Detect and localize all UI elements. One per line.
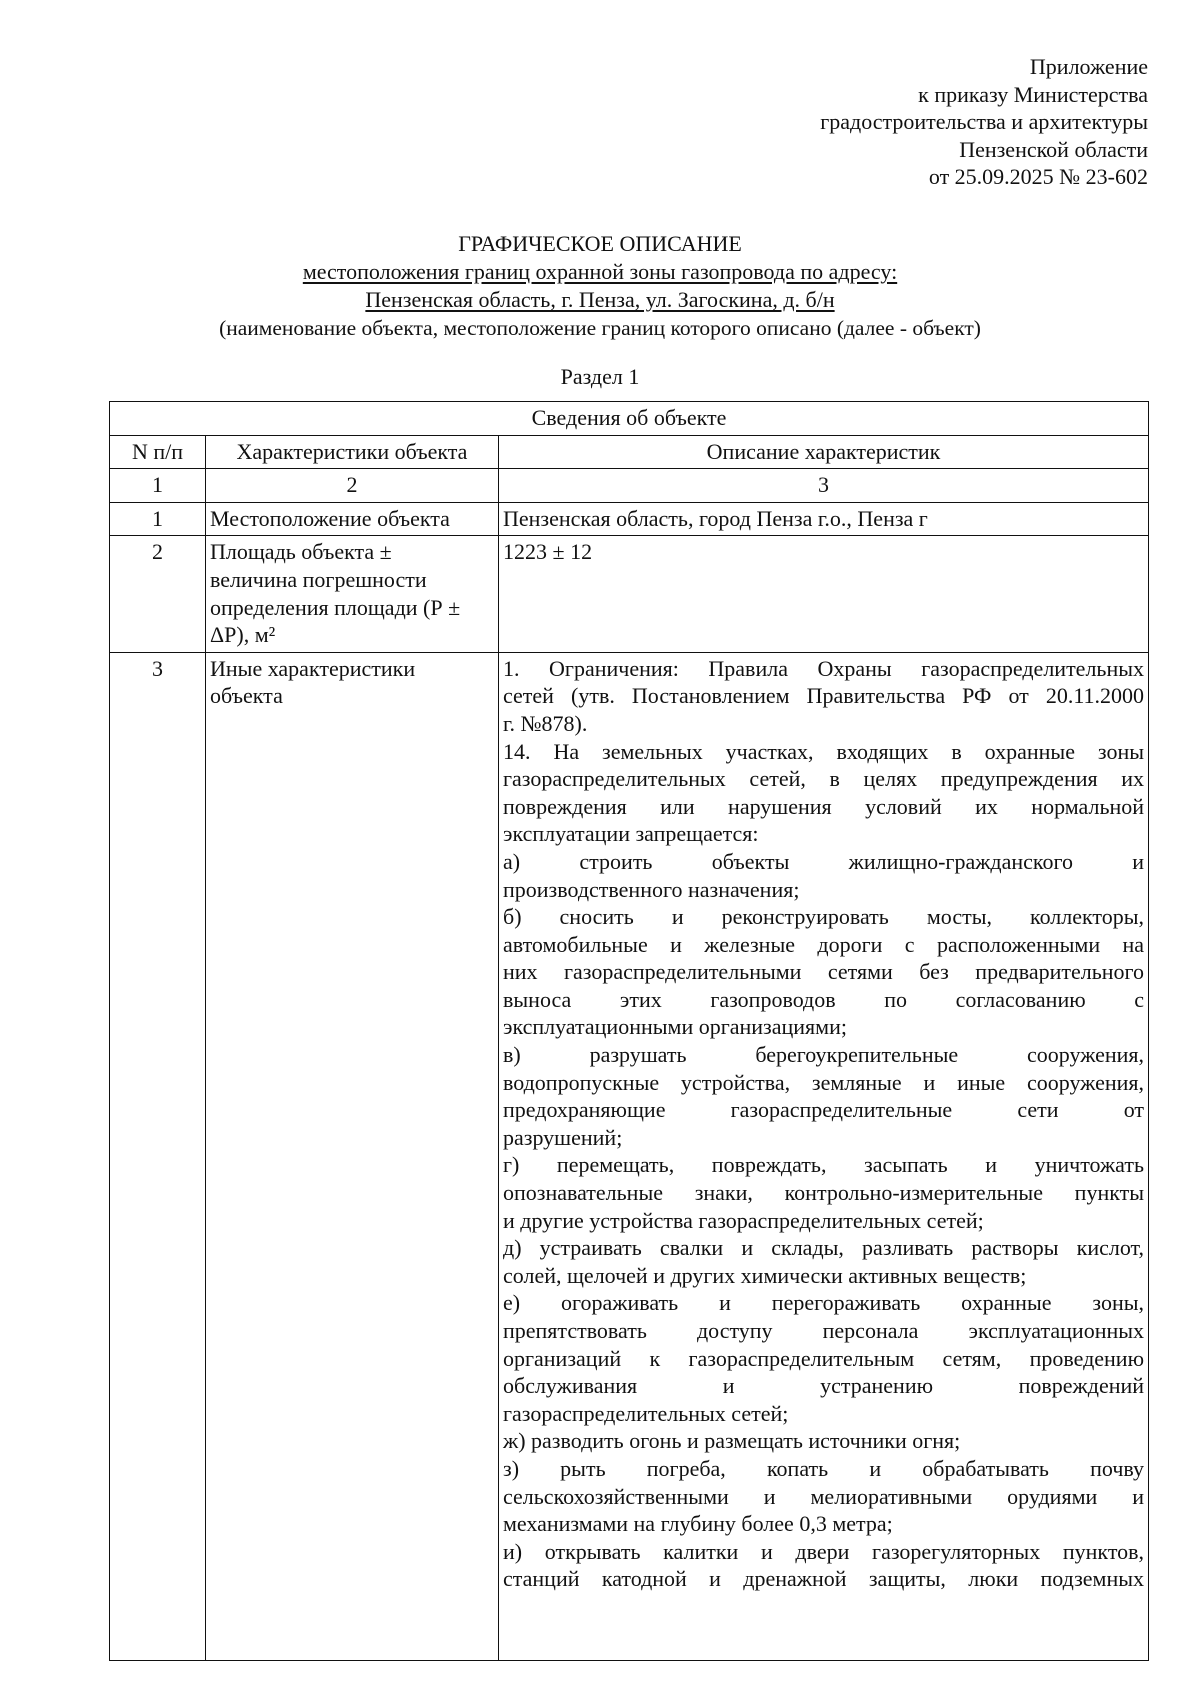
appendix-block bbox=[820, 53, 1148, 191]
table-row bbox=[110, 536, 1149, 652]
characteristic-line: определения площади (Р ± bbox=[210, 594, 461, 620]
text-line: предохраняющие газораспределительные сети от bbox=[503, 1097, 1145, 1123]
text-line: препятствовать доступу персонала эксплуатационных bbox=[503, 1318, 1145, 1343]
text-line: разрушений; bbox=[503, 1124, 623, 1150]
appendix-line: градостроительства и архитектуры bbox=[820, 109, 1148, 134]
text-line: газораспределительных сетей; bbox=[503, 1400, 789, 1426]
document-subtitle: местоположения границ охранной зоны газопровода по адресу: bbox=[302, 259, 898, 284]
table-caption-row bbox=[110, 402, 1149, 436]
text-line: г) перемещать, повреждать, засыпать и уничтожать bbox=[503, 1152, 1145, 1178]
row-number: 1 bbox=[110, 502, 206, 536]
text-line: обслуживания и устранению повреждений bbox=[503, 1373, 1145, 1399]
text-line: выноса этих газопроводов по согласованию с bbox=[503, 986, 1145, 1012]
text-line: эксплуатационными организациями; bbox=[503, 1014, 847, 1040]
appendix-line: Приложение bbox=[1029, 54, 1148, 79]
text-line: д) устраивать свалки и склады, разливать растворы кислот, bbox=[503, 1235, 1145, 1261]
text-line: в) разрушать берегоукрепительные сооружения, bbox=[503, 1042, 1145, 1068]
column-header: N п/п bbox=[110, 435, 206, 469]
text-line: г. №878). bbox=[503, 710, 588, 736]
title-caption: (наименование объекта, местоположение границ которого описано (далее - объект) bbox=[219, 316, 981, 340]
text-line: з) рыть погреба, копать и обрабатывать почву bbox=[503, 1455, 1145, 1481]
characteristic-line: Площадь объекта ± bbox=[210, 539, 392, 565]
text-line: б) сносить и реконструировать мосты, коллекторы, bbox=[503, 904, 1145, 930]
document-title: ГРАФИЧЕСКОЕ ОПИСАНИЕ bbox=[458, 231, 742, 256]
column-number: 3 bbox=[499, 469, 1149, 503]
characteristic-line: Иные характеристики bbox=[210, 655, 416, 681]
row-characteristic: Местоположение объекта bbox=[206, 502, 499, 536]
appendix-line: Пензенской области bbox=[959, 136, 1148, 162]
text-line: повреждения или нарушения условий их нормальной bbox=[503, 793, 1145, 819]
restrictions-text bbox=[499, 652, 1149, 1660]
column-number-row bbox=[110, 469, 1149, 503]
table-row bbox=[110, 502, 1149, 536]
text-line: эксплуатации запрещается: bbox=[503, 821, 759, 847]
row-description: 1223 ± 12 bbox=[499, 536, 1149, 652]
column-number: 2 bbox=[206, 469, 499, 503]
text-line: механизмами на глубину более 0,3 метра; bbox=[503, 1511, 893, 1537]
text-line: производственного назначения; bbox=[503, 876, 800, 902]
text-line: станций катодной и дренажной защиты, люки подземных bbox=[503, 1566, 1145, 1592]
table-row bbox=[110, 652, 1149, 1660]
text-line: и) открывать калитки и двери газорегуляторных пунктов, bbox=[503, 1538, 1145, 1564]
characteristic-line: величина погрешности bbox=[210, 566, 427, 592]
table-caption: Сведения об объекте bbox=[110, 402, 1149, 436]
row-characteristic bbox=[206, 652, 499, 1660]
text-line: сетей (утв. Постановлением Правительства РФ от 20.11.2000 bbox=[503, 683, 1145, 709]
row-characteristic bbox=[206, 536, 499, 652]
text-line: е) огораживать и перегораживать охранные зоны, bbox=[503, 1290, 1145, 1316]
text-line: ж) разводить огонь и размещать источники огня; bbox=[503, 1428, 961, 1454]
text-line: а) строить объекты жилищно-гражданского и bbox=[503, 848, 1145, 874]
characteristic-line: ΔР), м² bbox=[210, 622, 276, 648]
text-line: них газораспределительными сетями без предварительного bbox=[503, 959, 1145, 985]
text-line: 14. На земельных участках, входящих в охранные зоны bbox=[503, 738, 1145, 764]
document-title-block bbox=[0, 230, 1200, 342]
text-line: опознавательные знаки, контрольно-измерительные пункты bbox=[503, 1180, 1145, 1206]
column-header: Описание характеристик bbox=[499, 435, 1149, 469]
appendix-order-date: от 25.09.2025 № 23-602 bbox=[928, 164, 1148, 189]
section-label: Раздел 1 bbox=[560, 364, 640, 389]
row-number: 2 bbox=[110, 536, 206, 652]
object-info-table bbox=[109, 401, 1149, 1661]
text-line: 1. Ограничения: Правила Охраны газораспределительных bbox=[503, 655, 1145, 681]
column-number: 1 bbox=[110, 469, 206, 503]
text-line: сельскохозяйственными и мелиоративными орудиями и bbox=[503, 1483, 1145, 1509]
object-address: Пензенская область, г. Пенза, ул. Загоскина, д. б/н bbox=[365, 287, 835, 312]
text-line: и другие устройства газораспределительных сетей; bbox=[503, 1207, 984, 1233]
characteristic-line: объекта bbox=[210, 683, 283, 709]
text-line: организаций к газораспределительным сетям, проведению bbox=[503, 1345, 1145, 1371]
column-header: Характеристики объекта bbox=[206, 435, 499, 469]
appendix-line: к приказу Министерства bbox=[918, 81, 1148, 107]
text-line: автомобильные и железные дороги с расположенными на bbox=[503, 931, 1145, 957]
table-header-row bbox=[110, 435, 1149, 469]
text-line: водопропускные устройства, земляные и иные сооружения, bbox=[503, 1069, 1145, 1095]
row-description: Пензенская область, город Пенза г.о., Пенза г bbox=[499, 502, 1149, 536]
text-line: солей, щелочей и других химически активных веществ; bbox=[503, 1262, 1027, 1288]
text-line: газораспределительных сетей, в целях предупреждения их bbox=[503, 766, 1145, 792]
row-number: 3 bbox=[110, 652, 206, 1660]
